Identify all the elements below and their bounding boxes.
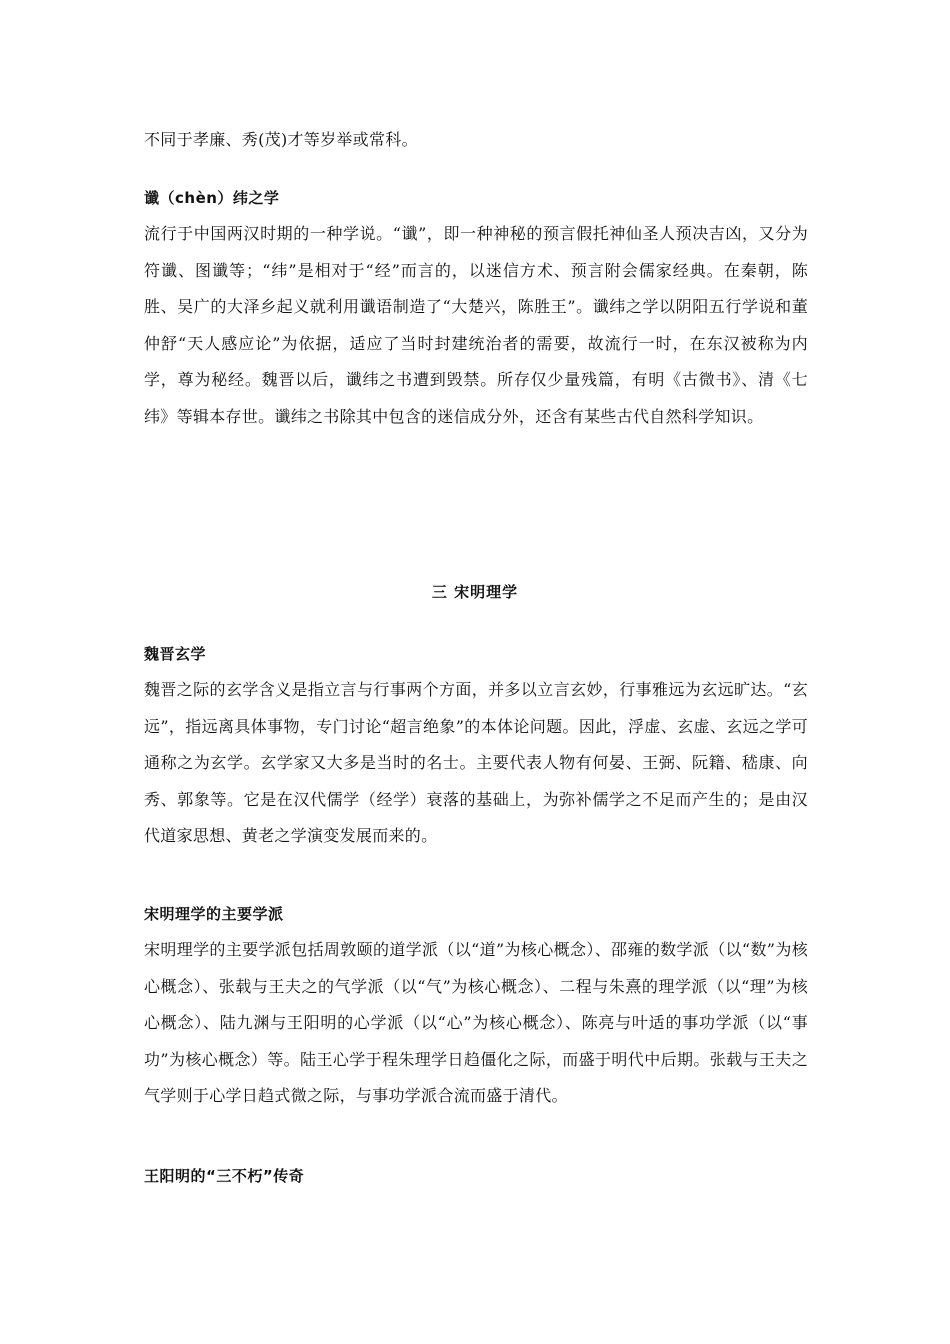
wangyangming-heading: 王阳明的“三不朽”传奇 xyxy=(144,1167,305,1185)
xuanxue-paragraph: 魏晋之际的玄学含义是指立言与行事两个方面，并多以立言玄妙，行事雅远为玄远旷达。“玄远”，指远离具体事物，专门讨论“超言绝象”的本体论问题。因此，浮虚、玄虚、玄远之学可通称之为玄学。玄学家又大多是当时的名士。主要代表人物有何晏、王弼、阮籍、嵇康、向秀、郭象等。它是在汉代儒学（经学）衰落的基础上，为弥补儒学之不足而产生的；是由汉代道家思想、黄老之学演变发展而来的。 xyxy=(144,680,808,845)
chenwei-heading-block xyxy=(144,188,808,208)
chenwei-heading: 谶（chèn）纬之学 xyxy=(144,189,280,207)
chenwei-body-block xyxy=(144,216,808,435)
schools-paragraph: 宋明理学的主要学派包括周敦颐的道学派（以“道”为核心概念）、邵雍的数学派（以“数”为核心概念）、张载与王夫之的气学派（以“气”为核心概念）、二程与朱熹的理学派（以“理”为核心概念）、陆九渊与王阳明的心学派（以“心”为核心概念）、陈亮与叶适的事功学派（以“事功”为核心概念）等。陆王心学于程朱理学日趋僵化之际，而盛于明代中后期。张载与王夫之气学则于心学日趋式微之际，与事功学派合流而盛于清代。 xyxy=(144,940,808,1105)
xuanxue-heading-block xyxy=(144,644,808,664)
chenwei-paragraph: 流行于中国两汉时期的一种学说。“谶”，即一种神秘的预言假托神仙圣人预决吉凶，又分为符谶、图谶等；“纬”是相对于“经”而言的，以迷信方术、预言附会儒家经典。在秦朝，陈胜、吴广的大泽乡起义就利用谶语制造了“大楚兴，陈胜王”。谶纬之学以阴阳五行学说和董仲舒“天人感应论”为依据，适应了当时封建统治者的需要，故流行一时，在东汉被称为内学，尊为秘经。魏晋以后，谶纬之书遭到毁禁。所存仅少量残篇，有明《古微书》、清《七纬》等辑本存世。谶纬之书除其中包含的迷信成分外，还含有某些古代自然科学知识。 xyxy=(144,224,808,426)
intro-paragraph: 不同于孝廉、秀(茂)才等岁举或常科。 xyxy=(144,130,418,149)
schools-heading: 宋明理学的主要学派 xyxy=(144,905,284,923)
section-title: 三 宋明理学 xyxy=(431,583,519,601)
intro-paragraph-block xyxy=(144,122,808,159)
schools-heading-block xyxy=(144,904,808,924)
xuanxue-body-block xyxy=(144,672,808,855)
wangyangming-heading-block xyxy=(144,1166,808,1186)
schools-body-block xyxy=(144,932,808,1115)
xuanxue-heading: 魏晋玄学 xyxy=(144,645,207,663)
